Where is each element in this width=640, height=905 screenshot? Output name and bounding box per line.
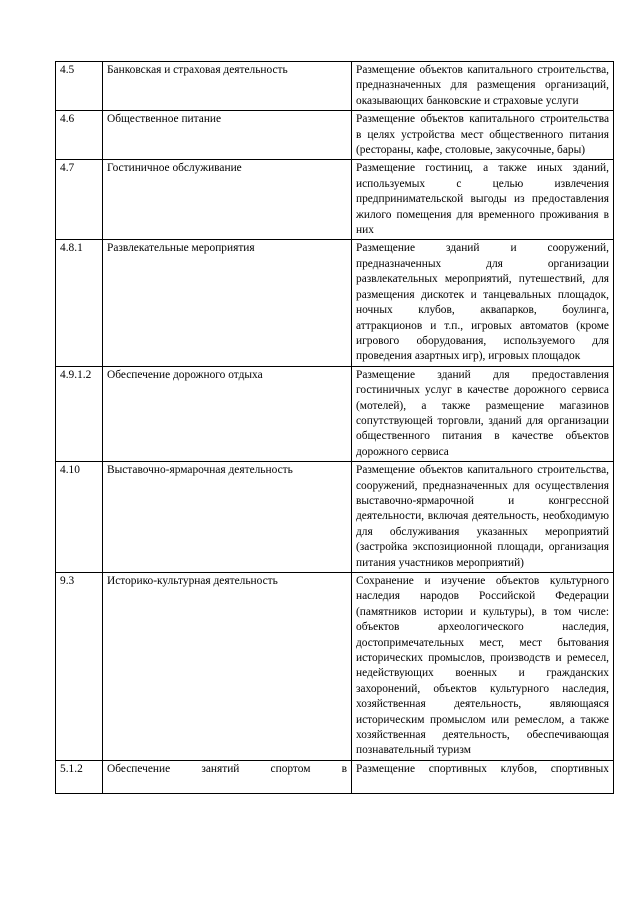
table-row: [56, 160, 614, 240]
code-cell: 4.10: [56, 462, 103, 573]
table-row: [56, 760, 614, 793]
code-cell: 4.9.1.2: [56, 366, 103, 461]
name-cell: Выставочно-ярмарочная деятельность: [103, 462, 352, 573]
name-cell: Банковская и страховая деятельность: [103, 62, 352, 111]
table-row: [56, 462, 614, 573]
table-row: [56, 366, 614, 461]
description-cell: Размещение спортивных клубов, спортивных: [352, 760, 614, 793]
description-cell: Сохранение и изучение объектов культурного наследия народов Российской Федерации (памятников истории и культуры), в том числе: объектов археологического наследия, достопримечательных мест, мест бытования исторических промыслов, производств и ремесел, недействующих военных и гражданских захоронений, объектов культурного наследия, хозяйственная деятельность, являющаяся историческим промыслом или ремеслом, а также хозяйственная деятельность, обеспечивающая познавательный туризм: [352, 573, 614, 761]
code-cell: 5.1.2: [56, 760, 103, 793]
table-row: [56, 111, 614, 160]
description-cell: Размещение объектов капитального строительства, предназначенных для размещения организаций, оказывающих банковские и страховые услуги: [352, 62, 614, 111]
code-cell: 4.7: [56, 160, 103, 240]
code-cell: 4.8.1: [56, 240, 103, 366]
name-cell: Гостиничное обслуживание: [103, 160, 352, 240]
name-cell: Обеспечение дорожного отдыха: [103, 366, 352, 461]
name-cell: Обеспечение занятий спортом в: [103, 760, 352, 793]
code-cell: 9.3: [56, 573, 103, 761]
description-cell: Размещение гостиниц, а также иных зданий, используемых с целью извлечения предпринимательской выгоды из предоставления жилого помещения для временного проживания в них: [352, 160, 614, 240]
description-cell: Размещение зданий для предоставления гостиничных услуг в качестве дорожного сервиса (мотелей), а также размещение магазинов сопутствующей торговли, зданий для организации общественного питания в качестве объектов дорожного сервиса: [352, 366, 614, 461]
name-cell: Историко-культурная деятельность: [103, 573, 352, 761]
description-cell: Размещение объектов капитального строительства в целях устройства мест общественного питания (рестораны, кафе, столовые, закусочные, бары): [352, 111, 614, 160]
table-row: [56, 573, 614, 761]
description-cell: Размещение зданий и сооружений, предназначенных для организации развлекательных мероприятий, путешествий, для размещения дискотек и танцевальных площадок, ночных клубов, аквапарков, боулинга, аттракционов и т.п., игровых автоматов (кроме игрового оборудования, используемого для проведения азартных игр), игровых площадок: [352, 240, 614, 366]
name-cell: Развлекательные мероприятия: [103, 240, 352, 366]
land-use-table: [55, 61, 614, 794]
name-cell: Общественное питание: [103, 111, 352, 160]
table-row: [56, 62, 614, 111]
table-row: [56, 240, 614, 366]
code-cell: 4.6: [56, 111, 103, 160]
description-cell: Размещение объектов капитального строительства, сооружений, предназначенных для осуществления выставочно-ярмарочной и конгрессной деятельности, включая деятельность, необходимую для обслуживания указанных мероприятий (застройка экспозиционной площади, организация питания участников мероприятий): [352, 462, 614, 573]
code-cell: 4.5: [56, 62, 103, 111]
